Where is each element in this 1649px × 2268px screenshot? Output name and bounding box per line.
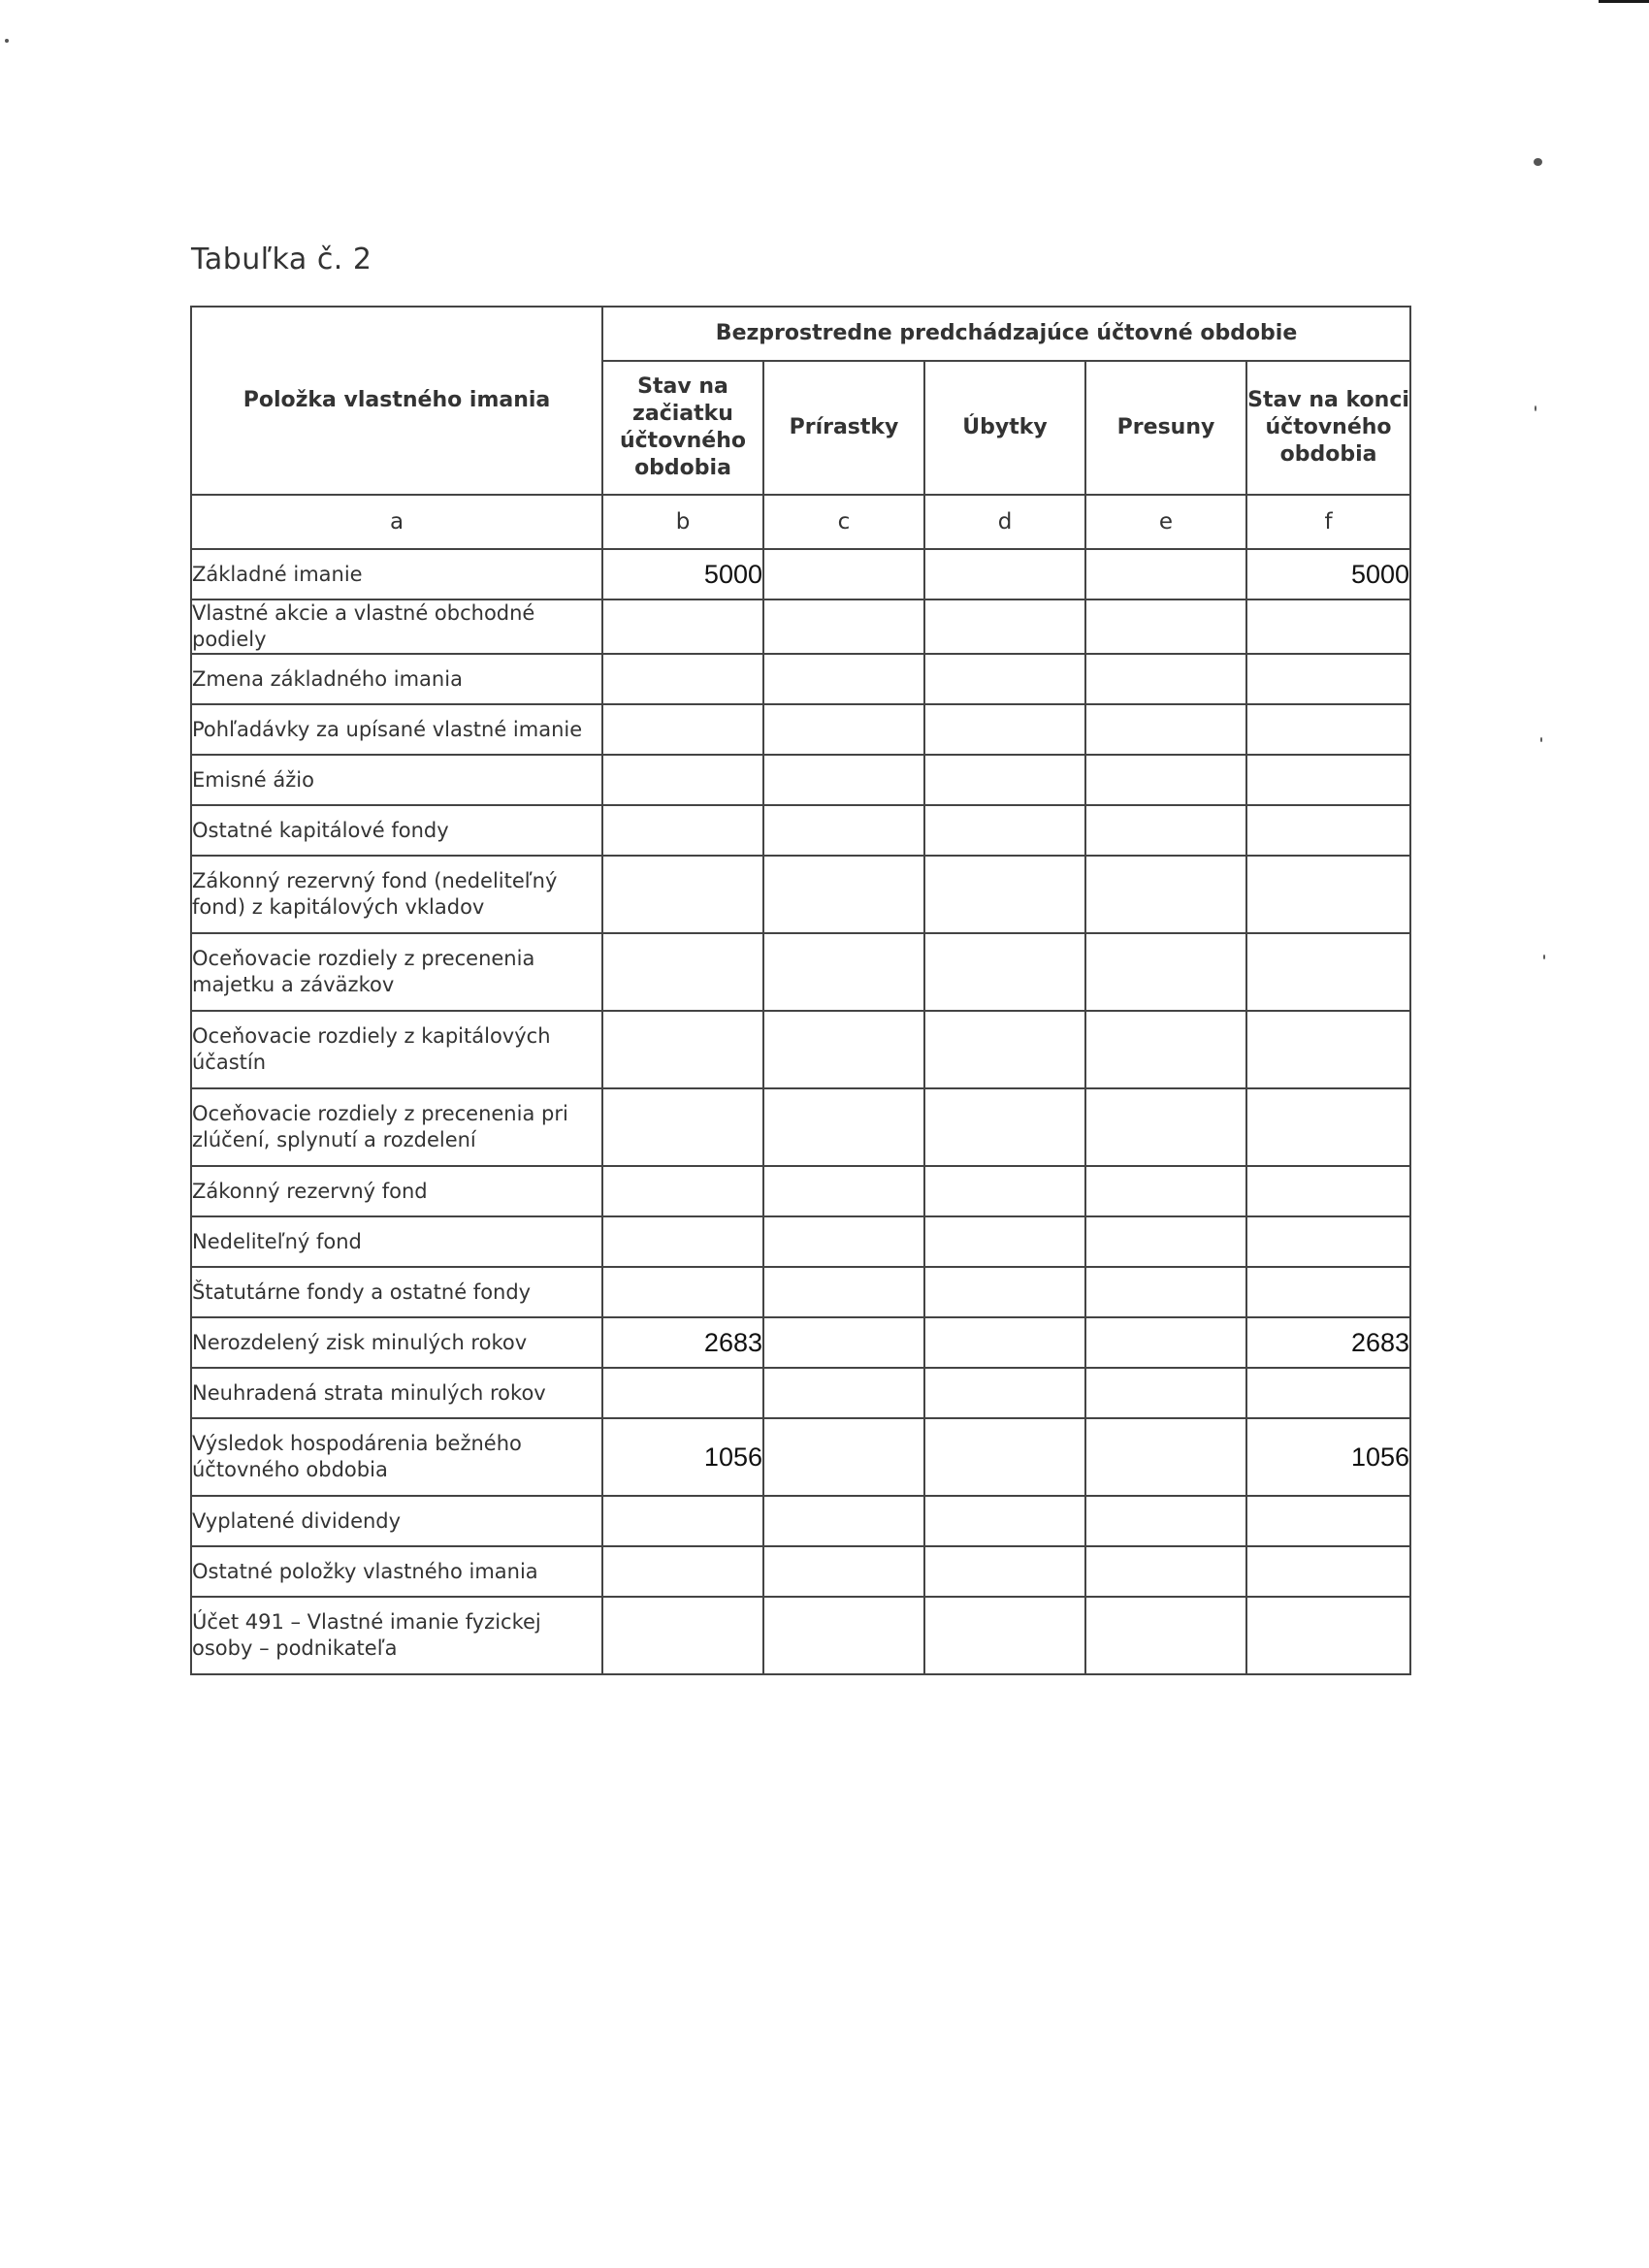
cell-closing-balance bbox=[1246, 1166, 1410, 1216]
cell-decreases bbox=[924, 654, 1085, 704]
column-letter: d bbox=[924, 495, 1085, 549]
cell-closing-balance bbox=[1246, 599, 1410, 654]
table-row bbox=[191, 805, 1410, 856]
cell-closing-balance bbox=[1246, 1267, 1410, 1317]
cell-decreases bbox=[924, 1088, 1085, 1166]
cell-transfers bbox=[1085, 704, 1246, 755]
cell-closing-balance: 5000 bbox=[1246, 549, 1410, 599]
row-item-label: Nedeliteľný fond bbox=[191, 1216, 602, 1267]
row-item-label: Neuhradená strata minulých rokov bbox=[191, 1368, 602, 1418]
cell-decreases bbox=[924, 1368, 1085, 1418]
table-row bbox=[191, 1496, 1410, 1546]
cell-decreases bbox=[924, 1597, 1085, 1674]
cell-decreases bbox=[924, 549, 1085, 599]
cell-decreases bbox=[924, 933, 1085, 1011]
cell-closing-balance bbox=[1246, 933, 1410, 1011]
cell-opening-balance bbox=[602, 1267, 763, 1317]
cell-opening-balance bbox=[602, 654, 763, 704]
cell-transfers bbox=[1085, 1267, 1246, 1317]
cell-transfers bbox=[1085, 933, 1246, 1011]
cell-transfers bbox=[1085, 1368, 1246, 1418]
cell-transfers bbox=[1085, 1317, 1246, 1368]
cell-increases bbox=[763, 654, 924, 704]
table-row bbox=[191, 856, 1410, 933]
cell-transfers bbox=[1085, 856, 1246, 933]
table-row bbox=[191, 599, 1410, 654]
header-period: Bezprostredne predchádzajúce účtovné obdobie bbox=[602, 307, 1410, 361]
cell-opening-balance bbox=[602, 856, 763, 933]
cell-increases bbox=[763, 1267, 924, 1317]
cell-decreases bbox=[924, 805, 1085, 856]
equity-changes-table bbox=[190, 306, 1411, 1675]
cell-transfers bbox=[1085, 1418, 1246, 1496]
cell-opening-balance: 1056 bbox=[602, 1418, 763, 1496]
cell-decreases bbox=[924, 1166, 1085, 1216]
cell-decreases bbox=[924, 704, 1085, 755]
cell-closing-balance bbox=[1246, 805, 1410, 856]
cell-closing-balance bbox=[1246, 1368, 1410, 1418]
table-row bbox=[191, 1216, 1410, 1267]
cell-opening-balance bbox=[602, 1546, 763, 1597]
cell-closing-balance bbox=[1246, 1546, 1410, 1597]
table-row bbox=[191, 1011, 1410, 1088]
scan-speck bbox=[1543, 955, 1545, 959]
cell-increases bbox=[763, 1496, 924, 1546]
table-row bbox=[191, 549, 1410, 599]
cell-closing-balance bbox=[1246, 1496, 1410, 1546]
cell-transfers bbox=[1085, 1011, 1246, 1088]
cell-increases bbox=[763, 549, 924, 599]
row-item-label: Ostatné kapitálové fondy bbox=[191, 805, 602, 856]
cell-closing-balance bbox=[1246, 654, 1410, 704]
table-caption: Tabuľka č. 2 bbox=[191, 243, 372, 276]
table-row bbox=[191, 1418, 1410, 1496]
cell-opening-balance bbox=[602, 1597, 763, 1674]
table-row bbox=[191, 1317, 1410, 1368]
cell-closing-balance: 1056 bbox=[1246, 1418, 1410, 1496]
cell-decreases bbox=[924, 1011, 1085, 1088]
cell-closing-balance: 2683 bbox=[1246, 1317, 1410, 1368]
cell-transfers bbox=[1085, 805, 1246, 856]
cell-decreases bbox=[924, 1267, 1085, 1317]
cell-increases bbox=[763, 805, 924, 856]
cell-increases bbox=[763, 933, 924, 1011]
row-item-label: Zákonný rezervný fond (nedeliteľný fond) z kapitálových vkladov bbox=[191, 856, 602, 933]
cell-increases bbox=[763, 1216, 924, 1267]
cell-opening-balance bbox=[602, 755, 763, 805]
cell-closing-balance bbox=[1246, 856, 1410, 933]
cell-increases bbox=[763, 704, 924, 755]
cell-increases bbox=[763, 1368, 924, 1418]
cell-closing-balance bbox=[1246, 1011, 1410, 1088]
row-item-label: Vlastné akcie a vlastné obchodné podiely bbox=[191, 599, 602, 654]
cell-opening-balance bbox=[602, 1368, 763, 1418]
table-row bbox=[191, 1088, 1410, 1166]
cell-decreases bbox=[924, 1496, 1085, 1546]
header-col-decreases: Úbytky bbox=[924, 361, 1085, 495]
cell-opening-balance bbox=[602, 1088, 763, 1166]
cell-opening-balance bbox=[602, 805, 763, 856]
header-item: Položka vlastného imania bbox=[191, 307, 602, 495]
cell-transfers bbox=[1085, 1597, 1246, 1674]
cell-transfers bbox=[1085, 1496, 1246, 1546]
scan-speck bbox=[1535, 405, 1536, 411]
table-row bbox=[191, 1166, 1410, 1216]
row-item-label: Pohľadávky za upísané vlastné imanie bbox=[191, 704, 602, 755]
cell-opening-balance bbox=[602, 933, 763, 1011]
row-item-label: Oceňovacie rozdiely z kapitálových účastín bbox=[191, 1011, 602, 1088]
cell-closing-balance bbox=[1246, 755, 1410, 805]
header-col-transfers: Presuny bbox=[1085, 361, 1246, 495]
row-item-label: Zákonný rezervný fond bbox=[191, 1166, 602, 1216]
scan-corner-mark bbox=[1599, 0, 1649, 3]
row-item-label: Zmena základného imania bbox=[191, 654, 602, 704]
cell-transfers bbox=[1085, 599, 1246, 654]
row-item-label: Oceňovacie rozdiely z precenenia majetku a záväzkov bbox=[191, 933, 602, 1011]
cell-closing-balance bbox=[1246, 1088, 1410, 1166]
cell-opening-balance bbox=[602, 1011, 763, 1088]
column-letter: e bbox=[1085, 495, 1246, 549]
column-letter: c bbox=[763, 495, 924, 549]
cell-opening-balance bbox=[602, 599, 763, 654]
cell-closing-balance bbox=[1246, 704, 1410, 755]
table-row bbox=[191, 654, 1410, 704]
cell-decreases bbox=[924, 856, 1085, 933]
row-item-label: Ostatné položky vlastného imania bbox=[191, 1546, 602, 1597]
cell-opening-balance bbox=[602, 1216, 763, 1267]
cell-increases bbox=[763, 599, 924, 654]
cell-increases bbox=[763, 1166, 924, 1216]
row-item-label: Emisné ážio bbox=[191, 755, 602, 805]
cell-decreases bbox=[924, 1317, 1085, 1368]
cell-opening-balance bbox=[602, 1166, 763, 1216]
header-col-opening-balance: Stav na začiatku účtovného obdobia bbox=[602, 361, 763, 495]
cell-closing-balance bbox=[1246, 1216, 1410, 1267]
cell-transfers bbox=[1085, 1546, 1246, 1597]
table-row bbox=[191, 933, 1410, 1011]
cell-increases bbox=[763, 856, 924, 933]
cell-decreases bbox=[924, 1216, 1085, 1267]
table-row bbox=[191, 1368, 1410, 1418]
cell-transfers bbox=[1085, 755, 1246, 805]
row-item-label: Vyplatené dividendy bbox=[191, 1496, 602, 1546]
column-letter: b bbox=[602, 495, 763, 549]
cell-opening-balance bbox=[602, 704, 763, 755]
cell-transfers bbox=[1085, 654, 1246, 704]
cell-increases bbox=[763, 1546, 924, 1597]
cell-increases bbox=[763, 755, 924, 805]
cell-opening-balance: 5000 bbox=[602, 549, 763, 599]
column-letter: f bbox=[1246, 495, 1410, 549]
table-row bbox=[191, 755, 1410, 805]
cell-transfers bbox=[1085, 1166, 1246, 1216]
cell-opening-balance bbox=[602, 1496, 763, 1546]
row-item-label: Výsledok hospodárenia bežného účtovného obdobia bbox=[191, 1418, 602, 1496]
scan-speck bbox=[1534, 158, 1542, 166]
table-row bbox=[191, 704, 1410, 755]
header-col-increases: Prírastky bbox=[763, 361, 924, 495]
cell-opening-balance: 2683 bbox=[602, 1317, 763, 1368]
cell-transfers bbox=[1085, 1088, 1246, 1166]
cell-transfers bbox=[1085, 549, 1246, 599]
cell-decreases bbox=[924, 1546, 1085, 1597]
row-item-label: Štatutárne fondy a ostatné fondy bbox=[191, 1267, 602, 1317]
cell-decreases bbox=[924, 1418, 1085, 1496]
header-col-closing-balance: Stav na konci účtovného obdobia bbox=[1246, 361, 1410, 495]
cell-increases bbox=[763, 1088, 924, 1166]
cell-transfers bbox=[1085, 1216, 1246, 1267]
scan-speck bbox=[1540, 737, 1542, 742]
row-item-label: Oceňovacie rozdiely z precenenia pri zlúčení, splynutí a rozdelení bbox=[191, 1088, 602, 1166]
cell-increases bbox=[763, 1597, 924, 1674]
cell-increases bbox=[763, 1011, 924, 1088]
cell-increases bbox=[763, 1317, 924, 1368]
scan-speck bbox=[5, 39, 9, 43]
cell-decreases bbox=[924, 599, 1085, 654]
row-item-label: Účet 491 – Vlastné imanie fyzickej osoby – podnikateľa bbox=[191, 1597, 602, 1674]
cell-closing-balance bbox=[1246, 1597, 1410, 1674]
column-letter: a bbox=[191, 495, 602, 549]
table-row bbox=[191, 1546, 1410, 1597]
row-item-label: Základné imanie bbox=[191, 549, 602, 599]
cell-increases bbox=[763, 1418, 924, 1496]
row-item-label: Nerozdelený zisk minulých rokov bbox=[191, 1317, 602, 1368]
table-row bbox=[191, 1597, 1410, 1674]
table-row bbox=[191, 1267, 1410, 1317]
cell-decreases bbox=[924, 755, 1085, 805]
